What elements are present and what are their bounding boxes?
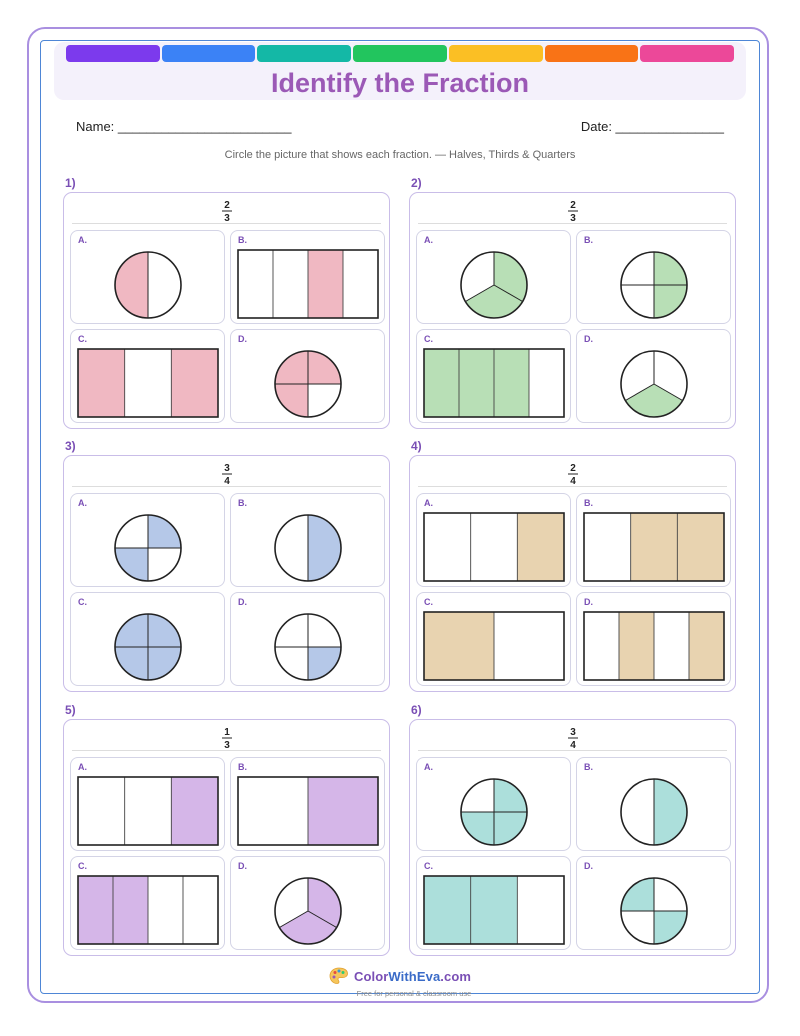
- part: [125, 349, 172, 417]
- part: [78, 777, 125, 845]
- option-letter: C.: [424, 861, 433, 871]
- option-letter: C.: [78, 334, 87, 344]
- option-letter: B.: [238, 235, 247, 245]
- part: [529, 349, 564, 417]
- fraction-numerator: 2: [569, 463, 576, 474]
- target-fraction: [64, 726, 389, 748]
- sector: [275, 515, 308, 581]
- rainbow-segment: [545, 45, 639, 62]
- option-letter: C.: [78, 597, 87, 607]
- question-card: [63, 719, 390, 956]
- fraction-circle: [231, 857, 386, 951]
- target-fraction: [410, 462, 735, 484]
- shaded-part: [677, 513, 724, 581]
- shaded-part: [459, 349, 494, 417]
- fraction-numerator: 2: [569, 200, 576, 211]
- divider: [418, 223, 727, 224]
- option-letter: C.: [424, 597, 433, 607]
- shaded-part: [631, 513, 678, 581]
- fraction-denominator: 4: [569, 476, 576, 486]
- divider: [72, 223, 381, 224]
- option-letter: D.: [238, 861, 247, 871]
- fraction-circle: [417, 231, 572, 325]
- answer-option[interactable]: [70, 329, 225, 423]
- fraction-circle: [577, 758, 732, 852]
- option-letter: C.: [78, 861, 87, 871]
- shaded-part: [78, 349, 125, 417]
- question-card: [409, 192, 736, 429]
- option-letter: D.: [584, 334, 593, 344]
- rainbow-segment: [257, 45, 351, 62]
- fraction-bar-model: [71, 857, 226, 951]
- page-title: Identify the Fraction: [270, 68, 530, 98]
- answer-option[interactable]: [416, 493, 571, 587]
- rainbow-segment: [66, 45, 160, 62]
- fraction-circle: [71, 231, 226, 325]
- date-field[interactable]: Date: _______________: [580, 119, 724, 134]
- divider: [418, 486, 727, 487]
- brand-name[interactable]: ColorWithEva.com: [353, 968, 472, 984]
- fraction-numerator: 1: [223, 727, 230, 738]
- question-card: [409, 455, 736, 692]
- option-letter: D.: [584, 597, 593, 607]
- question-number: 2): [411, 176, 422, 190]
- question-card: [409, 719, 736, 956]
- shaded-part: [494, 349, 529, 417]
- fraction-circle: [417, 758, 572, 852]
- option-letter: A.: [424, 235, 433, 245]
- option-letter: A.: [424, 498, 433, 508]
- answer-option[interactable]: [70, 493, 225, 587]
- question-number: 6): [411, 703, 422, 717]
- instructions: Circle the picture that shows each fraction. — Halves, Thirds & Quarters: [224, 149, 576, 161]
- answer-option[interactable]: [576, 757, 731, 851]
- fraction-circle: [231, 593, 386, 687]
- target-fraction: [410, 199, 735, 221]
- fraction-numerator: 3: [569, 727, 576, 738]
- fraction-bar-model: [71, 330, 226, 424]
- shaded-part: [308, 250, 343, 318]
- fraction-denominator: 3: [223, 740, 230, 750]
- shaded-sector: [308, 515, 341, 581]
- sector: [148, 252, 181, 318]
- answer-option[interactable]: [576, 592, 731, 686]
- option-letter: D.: [238, 334, 247, 344]
- shaded-part: [171, 777, 218, 845]
- answer-option[interactable]: [230, 230, 385, 324]
- part: [238, 250, 273, 318]
- rainbow-segment: [640, 45, 734, 62]
- shaded-sector: [654, 779, 687, 845]
- fraction-bar-model: [231, 758, 386, 852]
- fraction-denominator: 3: [223, 213, 230, 223]
- part: [238, 777, 308, 845]
- answer-option[interactable]: [230, 329, 385, 423]
- option-letter: B.: [238, 498, 247, 508]
- option-letter: A.: [78, 498, 87, 508]
- answer-option[interactable]: [230, 493, 385, 587]
- answer-option[interactable]: [416, 592, 571, 686]
- target-fraction: [64, 199, 389, 221]
- question-number: 4): [411, 439, 422, 453]
- part: [125, 777, 172, 845]
- part: [494, 612, 564, 680]
- target-fraction: [64, 462, 389, 484]
- part: [654, 612, 689, 680]
- question-number: 3): [65, 439, 76, 453]
- answer-option[interactable]: [576, 329, 731, 423]
- fraction-denominator: 3: [569, 213, 576, 223]
- option-letter: A.: [78, 762, 87, 772]
- fraction-bar-model: [231, 231, 386, 325]
- answer-option[interactable]: [70, 856, 225, 950]
- option-letter: B.: [584, 235, 593, 245]
- part: [584, 612, 619, 680]
- option-letter: D.: [584, 861, 593, 871]
- shaded-part: [471, 876, 518, 944]
- answer-option[interactable]: [416, 329, 571, 423]
- option-letter: B.: [238, 762, 247, 772]
- shaded-part: [308, 777, 378, 845]
- option-letter: B.: [584, 498, 593, 508]
- divider: [72, 750, 381, 751]
- fraction-bar-model: [417, 494, 572, 588]
- shaded-part: [517, 513, 564, 581]
- fraction-bar-model: [71, 758, 226, 852]
- shaded-part: [113, 876, 148, 944]
- answer-option[interactable]: [230, 856, 385, 950]
- fraction-circle: [231, 494, 386, 588]
- option-letter: D.: [238, 597, 247, 607]
- palette-icon: [329, 967, 349, 985]
- fraction-circle: [231, 330, 386, 424]
- target-fraction: [410, 726, 735, 748]
- answer-option[interactable]: [70, 757, 225, 851]
- answer-option[interactable]: [576, 230, 731, 324]
- question-number: 1): [65, 176, 76, 190]
- part: [584, 513, 631, 581]
- shaded-part: [424, 349, 459, 417]
- fraction-bar-model: [577, 593, 732, 687]
- rainbow-segment: [449, 45, 543, 62]
- fraction-circle: [577, 330, 732, 424]
- fraction-numerator: 3: [223, 463, 230, 474]
- part: [148, 876, 183, 944]
- answer-option[interactable]: [230, 592, 385, 686]
- question-card: [63, 192, 390, 429]
- fraction-bar-model: [577, 494, 732, 588]
- fraction-circle: [71, 494, 226, 588]
- fraction-denominator: 4: [223, 476, 230, 486]
- answer-option[interactable]: [230, 757, 385, 851]
- fraction-circle: [71, 593, 226, 687]
- fraction-circle: [577, 231, 732, 325]
- answer-option[interactable]: [416, 230, 571, 324]
- shaded-part: [619, 612, 654, 680]
- rainbow-segment: [162, 45, 256, 62]
- shaded-part: [78, 876, 113, 944]
- fraction-bar-model: [417, 330, 572, 424]
- divider: [418, 750, 727, 751]
- answer-option[interactable]: [70, 230, 225, 324]
- answer-option[interactable]: [70, 592, 225, 686]
- footer-tagline: Free for personal & classroom use: [356, 989, 472, 998]
- divider: [72, 486, 381, 487]
- shaded-sector: [115, 252, 148, 318]
- option-letter: C.: [424, 334, 433, 344]
- option-letter: A.: [424, 762, 433, 772]
- fraction-denominator: 4: [569, 740, 576, 750]
- answer-option[interactable]: [576, 493, 731, 587]
- part: [424, 513, 471, 581]
- rainbow-segment: [353, 45, 447, 62]
- fraction-circle: [577, 857, 732, 951]
- name-field[interactable]: Name: ________________________: [76, 119, 292, 134]
- option-letter: A.: [78, 235, 87, 245]
- shaded-part: [689, 612, 724, 680]
- shaded-part: [171, 349, 218, 417]
- part: [517, 876, 564, 944]
- rainbow-bar: [66, 45, 734, 62]
- answer-option[interactable]: [416, 856, 571, 950]
- part: [273, 250, 308, 318]
- question-card: [63, 455, 390, 692]
- fraction-bar-model: [417, 857, 572, 951]
- sector: [621, 779, 654, 845]
- fraction-bar-model: [417, 593, 572, 687]
- part: [343, 250, 378, 318]
- part: [183, 876, 218, 944]
- shaded-part: [424, 612, 494, 680]
- answer-option[interactable]: [576, 856, 731, 950]
- footer: [0, 967, 800, 998]
- shaded-part: [424, 876, 471, 944]
- option-letter: B.: [584, 762, 593, 772]
- question-number: 5): [65, 703, 76, 717]
- fraction-numerator: 2: [223, 200, 230, 211]
- part: [471, 513, 518, 581]
- answer-option[interactable]: [416, 757, 571, 851]
